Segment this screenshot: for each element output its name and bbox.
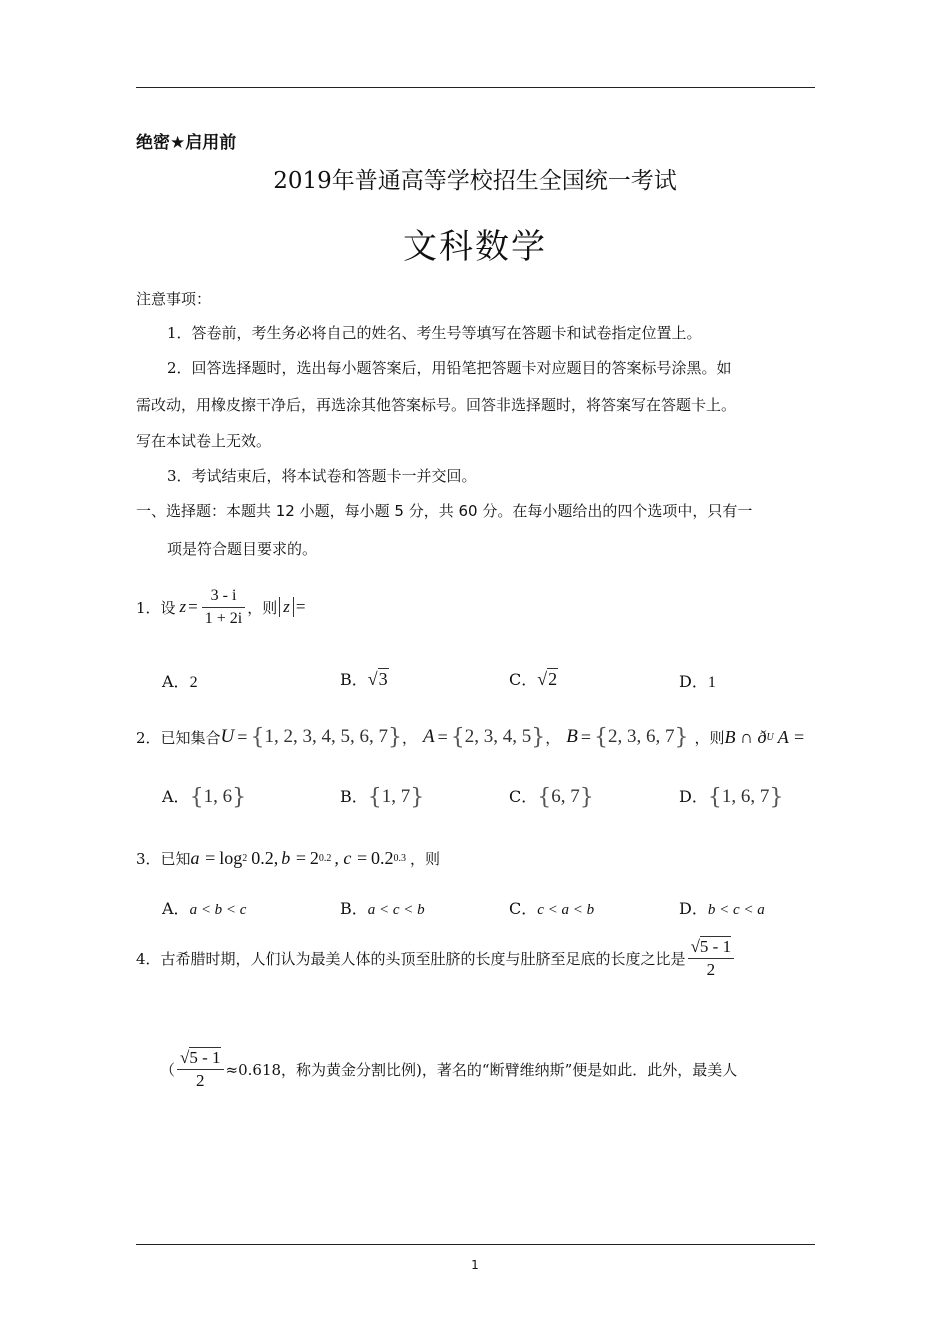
option-label: C． (509, 670, 538, 689)
option-label: A． (162, 787, 190, 806)
question-2-set-u: 1, 2, 3, 4, 5, 6, 7 (264, 726, 388, 747)
left-brace: { (537, 785, 552, 810)
numerator-value: 5 - 1 (699, 936, 732, 956)
section-heading-line-2: 项是符合题目要求的。 (167, 540, 318, 558)
right-brace: } (232, 785, 247, 810)
question-2-then: ，则 (694, 728, 725, 747)
left-brace: { (367, 785, 382, 810)
question-3-log-arg: 0.2, (251, 847, 279, 868)
question-4-line-2 (160, 1043, 737, 1095)
question-2-option-c[interactable] (509, 784, 594, 810)
question-3-prefix: 3．已知 (136, 849, 191, 868)
secret-label: 绝密★启用前 (136, 133, 237, 153)
right-brace: } (579, 785, 594, 810)
notice-item-3: 3．考试结束后，将本试卷和答题卡一并交回。 (167, 467, 477, 485)
question-3-log-base: 2 (242, 852, 248, 864)
right-brace: } (769, 785, 784, 810)
question-1-tail: = (295, 597, 306, 616)
option-label: B． (340, 670, 368, 689)
left-brace: { (707, 785, 722, 810)
section-heading-line-1: 一、选择题：本题共 12 小题，每小题 5 分，共 60 分。在每小题给出的四个选项中，只有一 (136, 502, 753, 520)
option-value: 1, 6 (203, 786, 233, 807)
sqrt-symbol: √ (690, 936, 700, 956)
notice-item-2-line-2: 需改动，用橡皮擦干净后，再选涂其他答案标号。回答非选择题时，将答案写在答题卡上。 (136, 396, 737, 414)
question-1-abs (279, 597, 294, 617)
fraction-denominator: 2 (706, 959, 716, 979)
option-label: D． (679, 787, 708, 806)
option-value: c < a < b (537, 902, 595, 918)
question-3-a: a = (190, 847, 217, 868)
equals: = (580, 726, 591, 747)
subject-title: 文科数学 (403, 227, 547, 267)
exam-title: 2019年普通高等学校招生全国统一考试 (273, 168, 677, 194)
sqrt-symbol: √ (180, 1047, 190, 1067)
question-2-var-u: U (220, 726, 235, 747)
question-4-text-2: ≈0.618，称为黄金分割比例)，著名的“断臂维纳斯”便是如此．此外，最美人 (225, 1060, 738, 1079)
right-brace: } (674, 724, 689, 750)
option-value: 2 (189, 674, 198, 691)
left-brace: { (250, 724, 265, 750)
question-2-option-b[interactable] (340, 784, 424, 810)
question-3-stem (136, 842, 440, 874)
question-2-option-d[interactable] (679, 784, 783, 810)
option-value: 2 (548, 669, 558, 689)
question-2-tail: A = (777, 726, 806, 747)
question-2-option-a[interactable] (162, 784, 246, 810)
page-number: 1 (471, 1258, 479, 1272)
question-2-set-b: 2, 3, 6, 7 (608, 726, 675, 747)
question-4-line-1 (136, 932, 736, 984)
question-3-option-d[interactable] (679, 896, 765, 919)
notice-item-1: 1．答卷前，考生务必将自己的姓名、考生号等填写在答题卡和试卷指定位置上。 (167, 324, 702, 342)
open-paren: （ (160, 1060, 176, 1079)
question-1-fraction (202, 585, 245, 630)
left-brace: { (594, 724, 608, 750)
separator: ， (401, 728, 417, 747)
option-value: a < b < c (189, 902, 247, 918)
question-1-prefix: 1．设 (136, 598, 176, 617)
question-3-b: b = (281, 847, 307, 868)
question-2-set-a: 2, 3, 4, 5 (464, 726, 532, 747)
question-3-c-base: 0.2 (371, 847, 394, 868)
question-2-stem (136, 721, 805, 753)
fraction-denominator: 2 (196, 1070, 205, 1090)
question-3-c-exponent: 0.3 (393, 852, 407, 864)
numerator-value: 5 - 1 (189, 1047, 221, 1067)
question-1-stem (136, 582, 305, 632)
question-4-text: 4．古希腊时期，人们认为最美人体的头顶至肚脐的长度与肚脐至足底的长度之比是 (136, 949, 686, 968)
question-2-var-b: B (566, 726, 578, 747)
equals: = (437, 726, 448, 747)
left-brace: { (450, 724, 465, 750)
question-1-option-c[interactable] (509, 667, 558, 690)
golden-ratio-fraction (688, 936, 735, 981)
question-1-option-a[interactable] (162, 669, 198, 692)
footer-rule (136, 1244, 815, 1245)
right-brace: } (387, 724, 402, 750)
option-value: 3 (378, 669, 388, 689)
option-label: D． (679, 899, 708, 918)
notice-heading: 注意事项： (136, 290, 212, 308)
question-2-subscript: U (766, 731, 774, 743)
fraction-numerator (688, 936, 735, 959)
question-1-mid: ，则 (247, 598, 278, 617)
option-label: A． (162, 672, 190, 691)
option-value: 1 (707, 674, 716, 691)
option-label: D． (679, 672, 708, 691)
question-3-option-b[interactable] (340, 896, 425, 919)
option-value: 1, 6, 7 (721, 786, 770, 807)
option-label: B． (340, 899, 368, 918)
equals: = (237, 726, 248, 747)
question-1-option-d[interactable] (679, 669, 716, 692)
notice-item-2-line-3: 写在本试卷上无效。 (136, 432, 272, 450)
question-3-option-a[interactable] (162, 896, 246, 919)
notice-item-2-line-1: 2．回答选择题时，选出每小题答案后，用铅笔把答题卡对应题目的答案标号涂黑。如 (167, 359, 732, 377)
question-3-option-c[interactable] (509, 896, 594, 919)
question-1-equals: = (188, 597, 198, 616)
question-2-var-a: A (422, 726, 435, 747)
right-brace: } (410, 785, 425, 810)
separator: ， (545, 728, 561, 747)
option-label: A． (162, 899, 190, 918)
question-3-tail: ，则 (410, 849, 441, 868)
option-label: C． (509, 899, 538, 918)
question-1-denominator: 1 + 2i (204, 609, 243, 627)
sqrt-symbol: √3 (367, 669, 388, 689)
header-rule (136, 87, 815, 88)
golden-ratio-fraction-2 (177, 1047, 224, 1092)
question-1-abs-var: z (283, 597, 290, 616)
fraction-numerator (177, 1047, 224, 1070)
question-1-var-z: z (179, 597, 187, 616)
option-value: a < c < b (367, 902, 425, 918)
left-brace: { (189, 785, 204, 810)
question-3-b-exponent: 0.2 (318, 852, 332, 864)
question-3-b-base: 2 (309, 847, 319, 868)
question-3-c: , c = (334, 847, 369, 868)
sqrt-symbol: √2 (537, 669, 558, 689)
question-2-expression: B ∩ ð (724, 726, 767, 747)
question-3-log: log (219, 847, 243, 868)
question-1-option-b[interactable] (340, 667, 389, 690)
right-brace: } (531, 724, 546, 750)
question-2-prefix: 2．已知集合 (136, 728, 221, 747)
option-value: b < c < a (707, 902, 765, 918)
option-value: 6, 7 (551, 786, 580, 807)
option-label: B． (340, 787, 368, 806)
option-value: 1, 7 (381, 786, 411, 807)
question-1-numerator: 3 - i (202, 585, 245, 608)
option-label: C． (509, 787, 538, 806)
